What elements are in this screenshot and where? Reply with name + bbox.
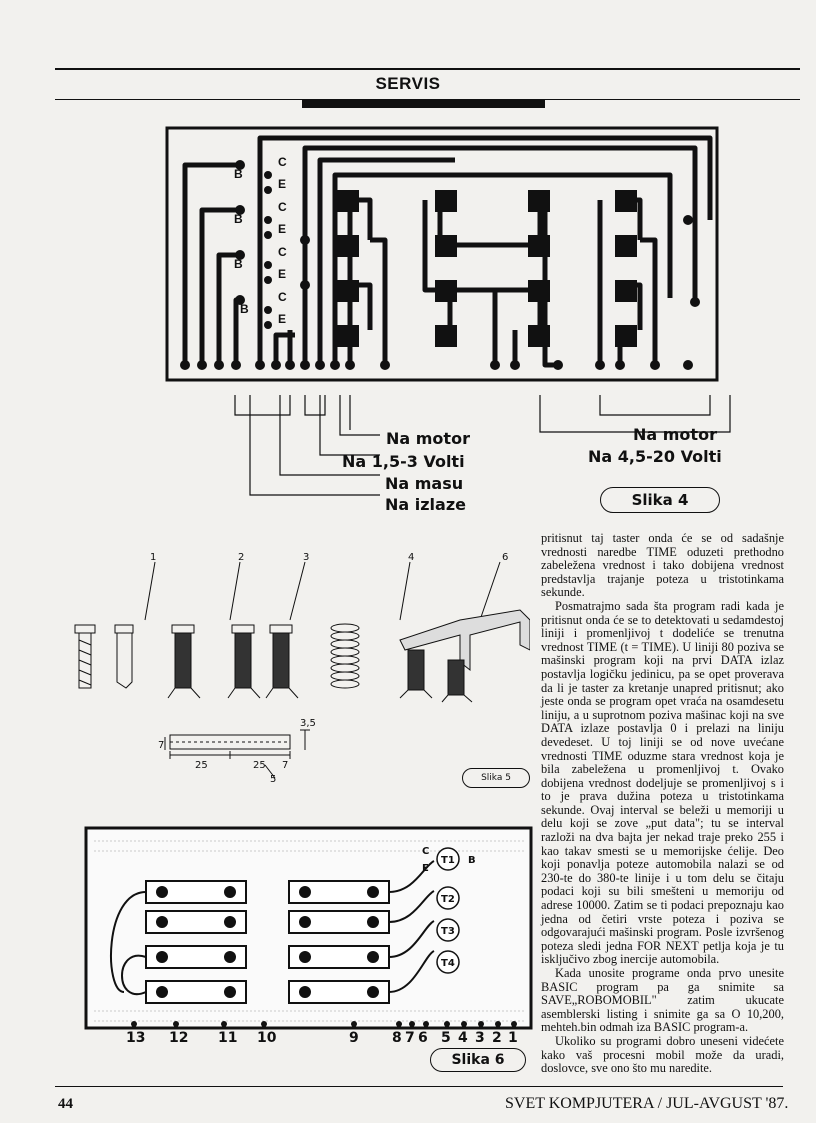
svg-text:T3: T3 (441, 926, 455, 937)
svg-text:C: C (278, 200, 287, 214)
svg-text:6: 6 (502, 552, 509, 563)
article-column (541, 532, 784, 1076)
label-right-motor: Na motor (633, 425, 717, 444)
svg-text:T2: T2 (441, 894, 455, 905)
footer-rule (55, 1086, 783, 1087)
article-paragraph: Kada unosite programe onda prvo unesite BASIC program pa ga snimite sa SAVE„ROBOMOBIL" zatim ukucate asemblerski listing i snimite ga sa O 10,200, mehteh.bin odmah iza BASIC program-a. (541, 966, 784, 1035)
magazine-name: SVET KOMPJUTERA / JUL-AVGUST '87. (505, 1095, 789, 1112)
svg-text:B: B (234, 167, 243, 181)
svg-text:E: E (278, 177, 287, 191)
svg-text:B: B (468, 855, 476, 866)
svg-text:B: B (234, 212, 243, 226)
header-accent-bar (302, 100, 545, 108)
svg-text:5: 5 (270, 774, 277, 785)
figure-4-caption: Slika 4 (600, 487, 720, 513)
header-rule (55, 68, 800, 70)
svg-text:25: 25 (195, 760, 208, 771)
svg-text:4: 4 (408, 552, 415, 563)
svg-text:E: E (422, 863, 429, 874)
svg-text:C: C (278, 290, 287, 304)
article-paragraph: Posmatrajmo sada šta program radi kada je pritisnut onda će se to detektovati u sedamdestoj liniji i promenljivoj t dodeliće se trenutna vrednost TIME (t = TIME). U liniji 80 poziva se mašinski program koji na prvi DATA izlaz postavlja logičku jedinicu, pa se opet proverava da li je taster za kretanje unapred pritisnut; ako jeste onda se program opet vraća na osamdesetu liniju, a u suprotnom poziva mašinac koji na sve DATA izlaze postavlja 0 i prelazi na liniju devedeset. U toj liniji se od nove uvećane vrednosti TIME oduzme stara vrednost koja je bila zabeležena u promenljivoj t. Ovako dobijena vrednost dodeljuje se promenljivoj s i to je prava dužina poteza u tristotinkama sekunde. Ovaj interval se beleži u memoriji u delu koji se zove „put data"; tu se interval razloži na dva bajta jer nekad traje preko 255 i kao takav smesti se u memorijske ćelije. Deo koji ponavlja poteze automobila nalazi se od 230-te do 380-te linije i u tom delu se čitaju podaci koji su bili smešteni u memoriju od adrese 10000. Zatim se ti podaci prepoznaju kao jedna od četiri vrste poteza i poziva se odgovarajući mašinski program. Posle izvršenog poteza sledi jedna FOR NEXT petlja koja je tu isključivo zbog inercije automobila. (541, 598, 784, 967)
svg-text:C: C (422, 846, 430, 857)
label-leaders (235, 395, 730, 495)
figure-5-caption: Slika 5 (462, 768, 530, 788)
section-title: SERVIS (375, 74, 441, 93)
article-paragraph: pritisnut taj taster onda će se od sadašnje vrednosti naredbe TIME oduzeti prethodno zabeležena vrednost i tako dobijena vrednost predstavlja trajanje poteza u tristotinkama sekunde. (541, 531, 784, 600)
svg-text:E: E (278, 222, 287, 236)
svg-text:C: C (278, 245, 287, 259)
svg-text:E: E (278, 312, 287, 326)
svg-text:T4: T4 (441, 958, 455, 969)
svg-text:C: C (278, 155, 287, 169)
label-outputs: Na izlaze (385, 495, 466, 514)
label-mass: Na masu (385, 474, 464, 493)
svg-text:2: 2 (238, 552, 245, 563)
svg-text:7: 7 (282, 760, 289, 771)
svg-text:1: 1 (150, 552, 157, 563)
spring (331, 624, 359, 688)
article-paragraph: Ukoliko su programi dobro uneseni videćete kako vaš procesni mobil može da uradi, doslovce, sve ono što mu naredite. (541, 1033, 784, 1076)
figure-5-parts-drawing (60, 550, 530, 790)
svg-text:7: 7 (158, 740, 165, 751)
label-left-voltage: Na 1,5-3 Volti (342, 452, 465, 471)
figure-6-caption: Slika 6 (430, 1048, 526, 1072)
label-left-motor: Na motor (386, 429, 470, 448)
figure-6-board-drawing (84, 826, 534, 1036)
svg-text:3,5: 3,5 (300, 718, 316, 729)
svg-text:T1: T1 (441, 855, 455, 866)
page-number: 44 (58, 1096, 73, 1112)
label-right-voltage: Na 4,5-20 Volti (588, 447, 722, 466)
svg-text:3: 3 (303, 552, 310, 563)
figure-6-pin-numbers: 13 12 11 10 9 8 7 6 5 4 3 2 1 (126, 1030, 518, 1046)
svg-text:B: B (240, 302, 249, 316)
svg-text:B: B (234, 257, 243, 271)
svg-text:25: 25 (253, 760, 266, 771)
svg-text:E: E (278, 267, 287, 281)
